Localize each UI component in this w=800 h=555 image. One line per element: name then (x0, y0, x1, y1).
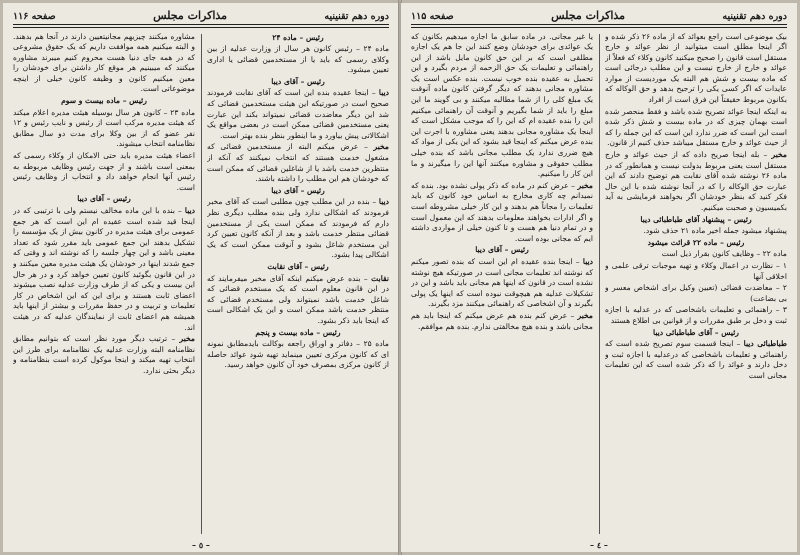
speech-paragraph (207, 88, 389, 141)
speech-text: بنده با این ماده مخالف نیستم ولی با ترتیبی که در اینجا قید شده است عقیده ام این است که هر جمع عمومی برای هیئت مدیره در کانون بیش از یک مؤسسه را تشکیل بدهند این جمع عمومی باید مقرر شود که تعداد معینی باشد و این چهار جلسه را که نوشته اند و وقتی که جمع شدند اینها در خودشان یک هیئت مدیره معین میکنند و در این قانون بگوئید کانون تعیین خواهد کرد و در هر حال این بیست و یکی که از طرف وزارت عدلیه نصب میشوند اعضای ثابت هستند و برای این که این اشخاص در کار تعلیمات و تربیت و در حفظ مقررات و بیشتر از اینها باید همیشه هم اعضای ثابت از نمایندگان عدلیه که در هیئت اند. (13, 206, 195, 332)
body-paragraph: پیشنهاد میشود جمله اخیر ماده ۲۱ حذف شود. (643, 226, 787, 236)
section-heading: رئیس – ماده ۲۴ (272, 32, 324, 42)
speech-paragraph (605, 339, 787, 381)
session-label: دوره دهم تقنینیه (722, 11, 787, 22)
text-column (411, 32, 593, 546)
speech-paragraph (207, 142, 389, 184)
speaker-separator: – (568, 180, 578, 190)
section-heading: رئیس – ماده ۲۲ قرائت میشود (647, 237, 745, 247)
page-header (13, 9, 389, 23)
section-heading: رئیس – آقای دیبا (77, 194, 131, 204)
speaker-name: مخبر (577, 180, 593, 190)
body-paragraph: ۱ – نظارت در اعمال وکلاء و تهیه موجبات ترقی علمی و اخلاقی آنها (605, 260, 787, 281)
speech-text: اینجا بنده عقیده ام این است که بنده تصور میکنم که نوشته اند تعلیمات مجانی است در صورتیکه هیچ نوشته نشده است در قانون که اینها هم مجانی باید باشد و این در تشکیلات عدلیه هم هیچوقت نبوده است که اینها یک پولی بگیرند و آن اشخاصی که راهنمائی میکنند مزد بگیرند. (411, 256, 593, 309)
column-divider (201, 34, 202, 534)
speech-text: عرض میکنم البته از مستخدمین قضائی که مشغول خدمت هستند که انتخاب نمیکنند که آنکه از منتظرین خدمت باشد یا از شاغلین قضائی که ممکن است که خودشان هم این مطلب را داشته باشند. (207, 142, 389, 184)
text-column (207, 32, 389, 546)
speaker-separator: – (572, 256, 583, 266)
body-paragraph: ماده ۲۴ – رئیس کانون هر سال از وزارت عدلیه از بین وکلای رسمی که باید یا از مستخدمین قضائی یا اداری تعیین میشود. (207, 44, 389, 75)
speaker-name: دیبا (582, 256, 593, 266)
speech-paragraph (411, 257, 593, 310)
speech-text: عرض کنم در ماده که ذکر پولی نشده بود. بنده که نمیدانم چه کاری مخارج به اساس خود کانون که باید تعلیمات را مجاناً هم بدهند و این کار خیلی مشروطه است و اگر ادارات بخواهند معلومات بدهند که این معمول است و در تمام دنیا هم هست و تا کنون خیلی از مواردی داشته ایم که مجانی بوده است. (411, 180, 593, 243)
speaker-name: مخبر (373, 142, 389, 152)
speaker-separator: – (167, 334, 180, 344)
speaker-name: مخبر (179, 334, 195, 344)
speech-paragraph (411, 181, 593, 245)
speaker-separator: – (567, 310, 578, 320)
speaker-name: نقابت (371, 273, 389, 283)
speaker-name: دیبا (378, 88, 389, 98)
page-number: صفحه ۱۱۶ (13, 11, 56, 22)
speaker-separator: – (369, 197, 379, 207)
column-divider (599, 34, 600, 534)
speaker-separator: – (358, 142, 374, 152)
body-paragraph: ماده ۲۲ – وظایف کانون بقرار ذیل است (661, 249, 787, 259)
text-columns (411, 32, 787, 546)
page-footer: – ٤ – (590, 540, 608, 550)
section-heading: رئیس – ماده بیست و سوم (61, 96, 147, 106)
speaker-name: دیبا (184, 206, 195, 215)
speaker-name: طباطبائی دیبا (743, 339, 787, 349)
speech-text: اینجا عقیده بنده این است که آقای نقابت فرمودند صحیح است در صورتیکه این هیئت مستخدمین قضائی که شد این دیگر معاضدت قضائی نمیتواند بکند این عبارت یعنی مستخدمین قضائی ممکن است در بعضی مواقع یک اشکالاتی پیش بیاورد و ما اینطور بنظر بنده بهتر است. (207, 88, 389, 140)
session-label: دوره دهم تقنینیه (324, 11, 389, 22)
right-page (401, 3, 797, 552)
left-page (3, 3, 399, 552)
speech-paragraph (13, 334, 195, 376)
section-heading: رئیس – پیشنهاد آقای طباطبائی دیبا (640, 214, 752, 224)
text-column (605, 32, 787, 546)
speaker-separator: – (368, 88, 379, 98)
page-number: صفحه ۱۱۵ (411, 11, 454, 22)
speech-text: بله اینجا صریح داده که از حیث عوائد و خارج مستقل است یعنی مربوط بدولت نیست و همانطور که در ماده ۲۶ نوشته شده آقای نقابت هم توضیح دادند که این عبارت حق الوکاله را که در آنجا نوشته شده با این حال فکر کنید که بنظر خودشان اگر بخواهند فرمایشی به آید بکمیسیون و صحبت میکنیم. (605, 150, 787, 212)
speech-paragraph (605, 150, 787, 214)
speech-paragraph (13, 206, 195, 333)
body-paragraph: بیک موضوعی است راجع بعوائد که از ماده ۲۶ ذکر شده و اگر اینجا مطلق است میتوانید از نظر عوائد و خارج مستقل است قانون را صحیح میکنید کانون وکلاء که فعلاً از عوائد و خارج از خارج نیست و این مطلب درجائی است که ماده بیست و شش هم البته یک موردیست از موارد عایدات که اگر کسی یکی را ترجیح بدهد و حق الوکاله که بکانون مربوط حقیقتاً این فرق است از افراد (605, 31, 787, 105)
speaker-separator: – (360, 273, 372, 283)
body-paragraph: اعضاء هیئت مدیره باید حتی الامکان از وکلاء رسمی که بمعنی است باشند و از جهت رئیس وظایف مربوطه به رئیس آنها انجام خواهد داد و انتخاب از وظایف رئیس است. (13, 151, 195, 192)
section-heading: رئیس – آقای نقابت (267, 261, 329, 271)
section-heading: رئیس – ماده بیست و پنجم (255, 327, 341, 337)
page-header (411, 9, 787, 23)
body-paragraph: ۳ – راهنمائی و تعلیمات باشخاصی که در عدلیه با اجازه ثبت و دخل بر طبق مقررات و از قوانین بی اطلاع هستند (605, 305, 787, 325)
speech-text: بنده در این مطلب چون مطلبی است که آقای مخبر فرمودند که اشکالی ندارد ولی بنده مطلب دیگری نظر دارم که فرمودند که ممکن است یکی از مستخدمین قضائی منتظر خدمت باشد و بعد از آنکه کانون تعیین کرد این مستخدم شاغل بشود و آنوقت ممکن است که یک اشکالی پیدا بشود. (207, 197, 389, 260)
header-rule (13, 24, 389, 28)
speech-paragraph (207, 274, 389, 327)
body-paragraph: ماده ۲۵ – دفاتر و اوراق راجعه بوکالت بایدمطابق نمونه ای که کانون مرکزی تعیین مینماید تهیه شود عوائد حاصله از کانون مرکزی بمصرف خود آن کانون خواهد رسید. (207, 339, 389, 370)
text-columns (13, 32, 389, 546)
speaker-name: دیبا (378, 197, 389, 207)
speaker-name: مخبر (577, 310, 593, 320)
body-paragraph: ۲ – معاضدت قضائی (تعیین وکیل برای اشخاص معسر و بی بضاعت) (605, 283, 787, 303)
speech-text: ترتیب دیگر مورد نظر است که بتوانیم مطابق نظامنامه البته وزارت عدلیه یک نظامنامه برای طرز این انتخاب تهیه میکند و اینجا موکول کرده است بنظامنامه و دیگر بحثی ندارد. (13, 334, 195, 375)
section-heading: رئیس – آقای دیبا (271, 76, 325, 86)
body-paragraph: به اینکه اینجا عوائد تصریح شده باشد و فقط منحصر شده است بهمان چیزی که در ماده بیست و شش ذکر شده است این است که ضرر ندارد این است که این جمله را که از حیث عوائد و خارج مستقل میباشد حذف کنیم از قانون. (605, 106, 787, 148)
speaker-separator: – (733, 339, 744, 349)
speech-text: عرض کنم بنده هم عرض میکنم که اینجا باید هم مجانی باشد و بنده هیچ مخالفتی ندارم. بنده هم موافقم. (411, 310, 593, 331)
speaker-separator: – (174, 206, 185, 215)
header-rule (411, 24, 787, 28)
speech-text: اینجا قسمت سوم تصریح شده است که راهنمائی و تعلیمات باشخاصی که درعدلیه با اجازه ثبت و دخل دارند و عوائد را که ذکر شده است که این تعلیمات مجانی است (605, 339, 787, 380)
body-paragraph: یا غیر مجانی. در ماده سابق ما اجازه میدهیم بکانون که یک عوائدی برای خودشان وضع کنند این جا هم یک اجازه مطلقی است که بر این حق کانون مایل باشد از این راهنمائی و تعلیمات یک حق الزحمه از مردم بگیرد و این تحمیل به عقیده بنده خوب نیست. بنده عکس است یک مشاوره مجانی بدهند که دیگر گرفتن کانون ماده آنوقت یک مبلغ کلی را از شما مطالبه میکنند و بی گویند ما این مبلغ را باید از شما بگیریم و آنوقت آن راهنمائی میکنیم این را بنده عقیده ام که این را که موجب مشکل است که اینجا یک مشاوره مجانی بدهند یعنی مشاوره با اجرت این بنده عرض میکنم که اینجا قید بشود که این یکی از مواد که هیچ ضرری ندارد یک مطلب مجانی باشد که بنده خیلی مطلب حقوقی و مشاوره میکنند آنها این را میگیرند و ما این کار را میکنیم. (411, 31, 593, 179)
page-footer: – ٥ – (192, 540, 210, 550)
page-title: مذاکرات مجلس (153, 9, 228, 22)
section-heading: رئیس – آقای دیبا (475, 245, 529, 255)
speaker-separator: – (759, 150, 772, 160)
speech-text: بنده عرض میکنم اینکه آقای مخبر میفرمایند که در این قانون معلوم است که یک مستخدم قضائی که شاغل خدمت باشد نمیتواند ولی مستخدم قضائی که منتظر خدمت باشد ممکن است و این یک اشکالی است که اینجا باید ذکر بشود. (207, 273, 389, 325)
speaker-name: مخبر (771, 150, 787, 160)
speech-paragraph (207, 197, 389, 261)
text-column (13, 32, 195, 546)
section-heading: رئیس – آقای دیبا (271, 185, 325, 195)
page-title: مذاکرات مجلس (551, 9, 626, 22)
body-paragraph: ماده ۲۳ – کانون هر سال بوسیله هیئت مدیره اعلام میکند که هیئت مدیره مرکب است از رئیس و نایب رئیس و ۱۲ نفر عضو که از بین وکلا برای مدت دو سال مطابق نظامنامه انتخاب میشوند. (13, 107, 195, 149)
section-heading: رئیس – آقای طباطبائی دیبا (653, 327, 739, 337)
speech-paragraph (411, 311, 593, 332)
body-paragraph: مشاوره میکنند چیزیهم مجانیتعیین دارند در آنجا هم بدهند. و البته میکنیم همه موافقت داریم که یک حقوق مشروعی که در همه جای دنیا هست محروم کنیم میبرند مشاوره میکنند که میبینیم هر موقع کار داشتن برای خودشان را معین میکنیم کانون و وظیفه کانون خیلی از اینچه موضوعاتی است. (13, 31, 195, 94)
